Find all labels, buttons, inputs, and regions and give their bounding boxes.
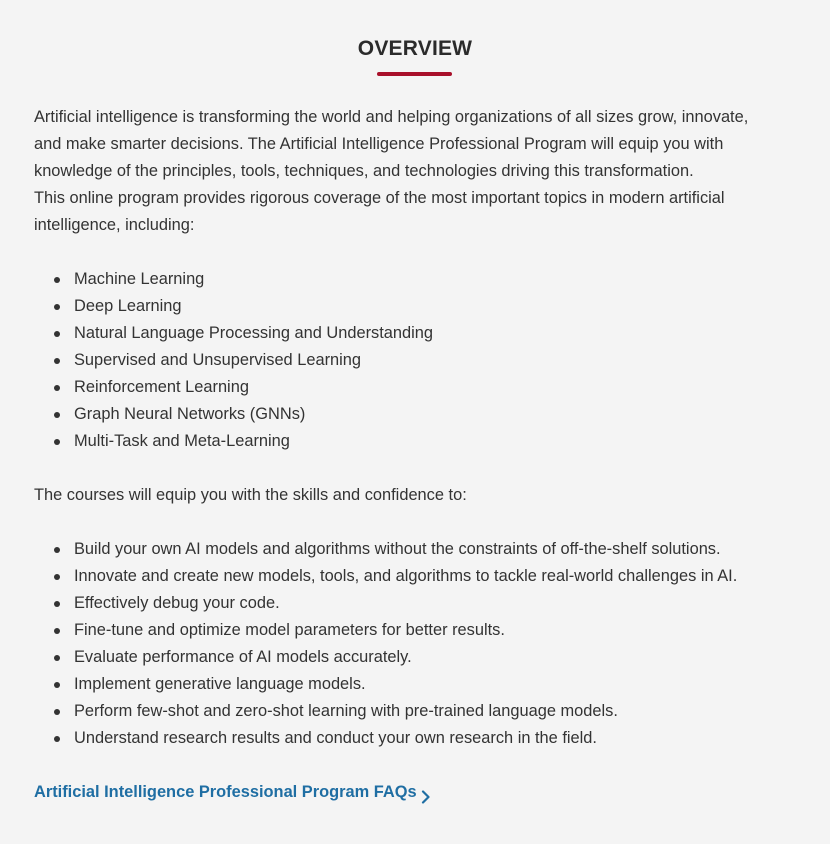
intro-paragraph <box>34 104 794 239</box>
topic-item: Supervised and Unsupervised Learning <box>74 347 794 374</box>
spacer <box>34 752 794 779</box>
topic-item: Multi-Task and Meta-Learning <box>74 428 794 455</box>
skills-list <box>34 536 794 752</box>
topic-item: Reinforcement Learning <box>74 374 794 401</box>
topic-item: Natural Language Processing and Understanding <box>74 320 794 347</box>
intro-line: Artificial intelligence is transforming the world and helping organizations of all sizes grow, innovate, <box>34 108 749 126</box>
topic-item: Machine Learning <box>74 266 794 293</box>
spacer <box>34 239 794 266</box>
topic-item: Deep Learning <box>74 293 794 320</box>
intro-line: and make smarter decisions. The Artificial Intelligence Professional Program will equip you with <box>34 135 724 153</box>
skill-item: Understand research results and conduct your own research in the field. <box>74 725 794 752</box>
section-heading: OVERVIEW <box>357 37 473 60</box>
topics-list <box>34 266 794 455</box>
faq-link[interactable] <box>34 779 431 806</box>
skill-item: Evaluate performance of AI models accurately. <box>74 644 794 671</box>
topic-item: Graph Neural Networks (GNNs) <box>74 401 794 428</box>
skill-item: Fine-tune and optimize model parameters for better results. <box>74 617 794 644</box>
intro-line: intelligence, including: <box>34 216 195 234</box>
intro-line: knowledge of the principles, tools, techniques, and technologies driving this transformation. <box>34 162 694 180</box>
skill-item: Build your own AI models and algorithms without the constraints of off-the-shelf solutions. <box>74 536 794 563</box>
spacer <box>34 455 794 482</box>
heading-underline <box>377 72 452 76</box>
overview-content <box>34 104 794 806</box>
faq-link-label: Artificial Intelligence Professional Program FAQs <box>34 783 417 801</box>
chevron-right-icon <box>421 786 431 800</box>
skill-item: Perform few-shot and zero-shot learning with pre-trained language models. <box>74 698 794 725</box>
skills-intro: The courses will equip you with the skills and confidence to: <box>34 486 467 504</box>
skill-item: Implement generative language models. <box>74 671 794 698</box>
skill-item: Effectively debug your code. <box>74 590 794 617</box>
spacer <box>34 509 794 536</box>
intro-line: This online program provides rigorous coverage of the most important topics in modern artificial <box>34 189 725 207</box>
skill-item: Innovate and create new models, tools, and algorithms to tackle real-world challenges in AI. <box>74 563 794 590</box>
